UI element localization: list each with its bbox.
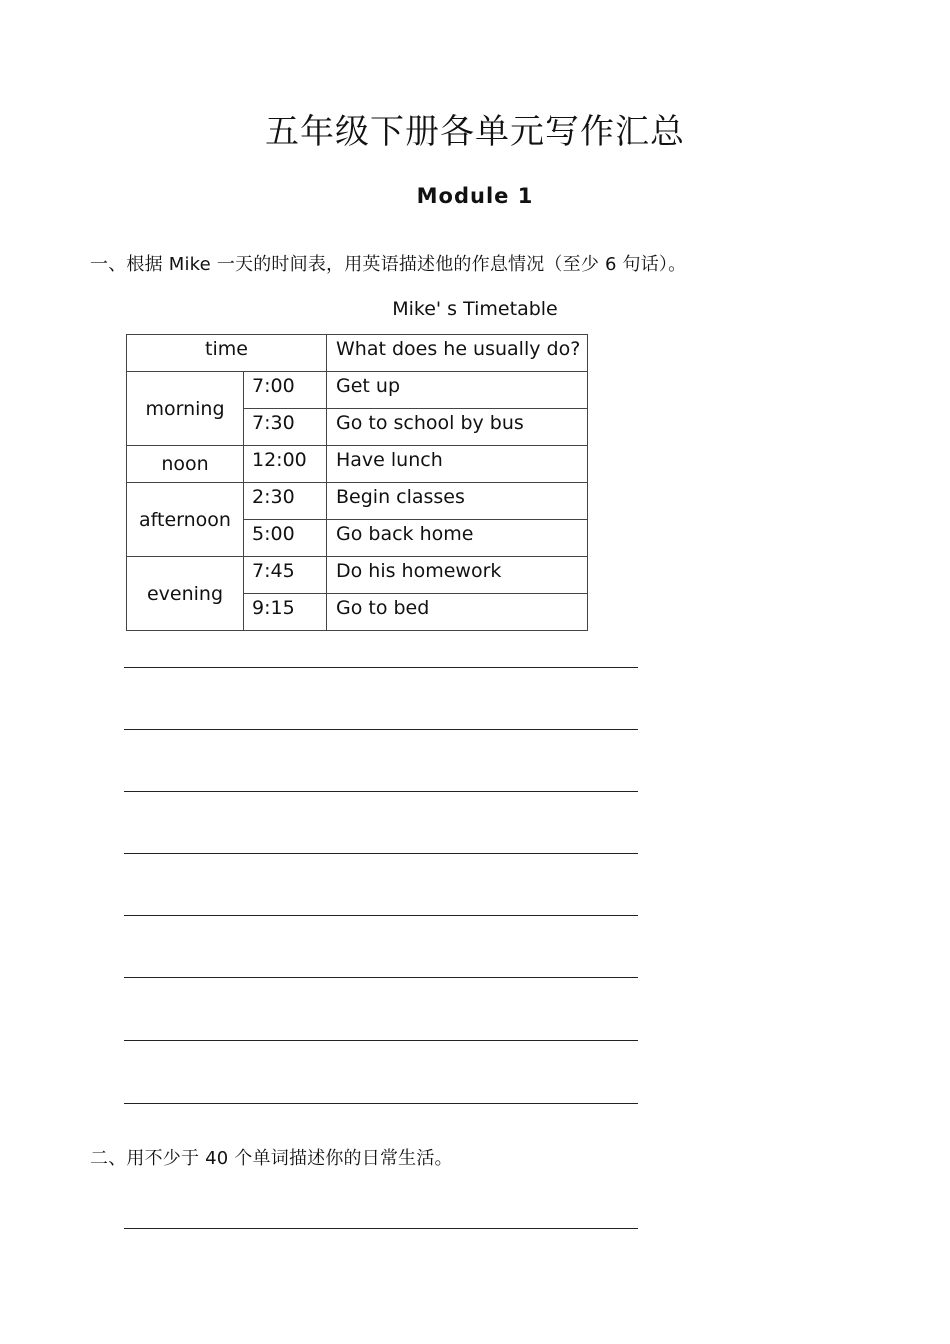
page-title: 五年级下册各单元写作汇总 bbox=[265, 112, 685, 152]
activity-cell: Do his homework bbox=[327, 557, 588, 594]
timetable bbox=[126, 334, 588, 631]
header-activity: What does he usually do? bbox=[327, 335, 588, 372]
period-morning: morning bbox=[127, 372, 244, 446]
period-noon: noon bbox=[127, 446, 244, 483]
activity-cell: Have lunch bbox=[327, 446, 588, 483]
module-heading: Module 1 bbox=[416, 184, 534, 208]
answer-line[interactable] bbox=[124, 1040, 638, 1041]
time-cell: 5:00 bbox=[244, 520, 327, 557]
answer-line[interactable] bbox=[124, 915, 638, 916]
table-row bbox=[127, 483, 588, 520]
period-afternoon: afternoon bbox=[127, 483, 244, 557]
time-cell: 2:30 bbox=[244, 483, 327, 520]
table-header-row bbox=[127, 335, 588, 372]
answer-line[interactable] bbox=[124, 729, 638, 730]
activity-cell: Get up bbox=[327, 372, 588, 409]
answer-line[interactable] bbox=[124, 1103, 638, 1104]
time-cell: 7:00 bbox=[244, 372, 327, 409]
time-cell: 9:15 bbox=[244, 594, 327, 631]
activity-cell: Go back home bbox=[327, 520, 588, 557]
answer-line[interactable] bbox=[124, 791, 638, 792]
table-row bbox=[127, 446, 588, 483]
time-cell: 7:30 bbox=[244, 409, 327, 446]
activity-cell: Go to bed bbox=[327, 594, 588, 631]
answer-line[interactable] bbox=[124, 853, 638, 854]
question-2-prompt: 二、用不少于 40 个单词描述你的日常生活。 bbox=[90, 1148, 453, 1169]
time-cell: 12:00 bbox=[244, 446, 327, 483]
question-1-prompt: 一、根据 Mike 一天的时间表，用英语描述他的作息情况（至少 6 句话）。 bbox=[90, 254, 687, 275]
activity-cell: Go to school by bus bbox=[327, 409, 588, 446]
period-evening: evening bbox=[127, 557, 244, 631]
answer-line[interactable] bbox=[124, 977, 638, 978]
time-cell: 7:45 bbox=[244, 557, 327, 594]
table-row bbox=[127, 557, 588, 594]
table-row bbox=[127, 372, 588, 409]
activity-cell: Begin classes bbox=[327, 483, 588, 520]
answer-line[interactable] bbox=[124, 667, 638, 668]
header-time: time bbox=[127, 335, 327, 372]
answer-line[interactable] bbox=[124, 1228, 638, 1229]
timetable-caption: Mike' s Timetable bbox=[392, 298, 558, 320]
